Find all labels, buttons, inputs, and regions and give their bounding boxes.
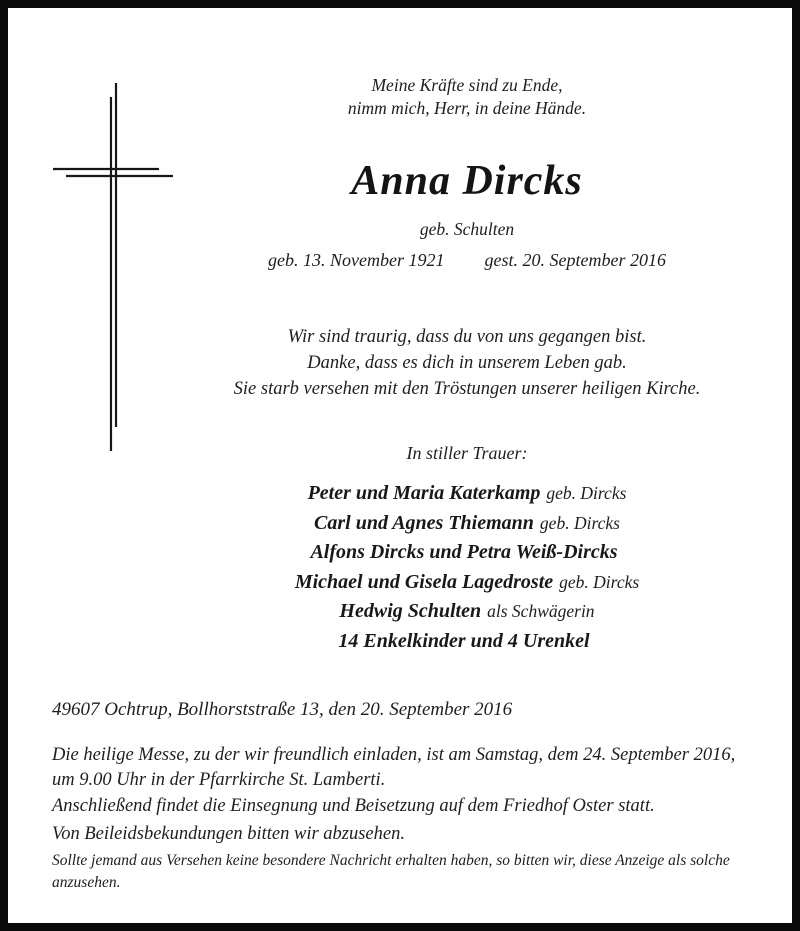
tribute-line: Danke, dass es dich in unserem Leben gab. — [307, 353, 627, 373]
epigraph — [134, 74, 800, 120]
mourner-row — [134, 479, 800, 509]
birth-date: geb. 13. November 1921 — [268, 250, 445, 270]
condolence-note: Von Beileidsbekundungen bitten wir abzusehen. — [52, 824, 405, 844]
mourner-suffix: geb. Dircks — [559, 571, 640, 592]
final-note: Sollte jemand aus Versehen keine besondere Nachricht erhalten haben, so bitten wir, diese Anzeige als solche anzusehen. — [52, 852, 730, 891]
epigraph-line: Meine Kräfte sind zu Ende, — [371, 75, 563, 95]
deceased-name: Anna Dircks — [351, 158, 583, 204]
mourner-names: Hedwig Schulten — [339, 600, 482, 622]
maiden-name: geb. Schulten — [419, 219, 515, 239]
mourner-names: Michael und Gisela Lagedroste — [294, 570, 554, 593]
tribute-line: Sie starb versehen mit den Tröstungen unserer heiligen Kirche. — [233, 379, 701, 399]
mourners-list — [134, 479, 800, 656]
mourner-suffix: geb. Dircks — [539, 512, 620, 533]
mourner-row — [134, 509, 800, 539]
burial-info: Anschließend findet die Einsegnung und Beisetzung auf dem Friedhof Oster statt. — [52, 796, 655, 816]
tribute-text — [134, 324, 800, 402]
mourner-row — [134, 627, 800, 657]
tribute-line: Wir sind traurig, dass du von uns gegangen bist. — [287, 327, 647, 347]
mourner-names: Alfons Dircks und Petra Weiß-Dircks — [310, 541, 618, 563]
mourner-names: 14 Enkelkinder und 4 Urenkel — [338, 629, 590, 652]
funeral-service-info: Die heilige Messe, zu der wir freundlich einladen, ist am Samstag, dem 24. September 2016, um 9.00 Uhr in der Pfarrkirche St. Lamberti. — [52, 745, 736, 790]
mourner-row — [134, 597, 800, 627]
mourner-names: Peter und Maria Katerkamp — [307, 482, 541, 504]
life-dates — [134, 248, 800, 272]
mourner-row — [134, 568, 800, 598]
mourner-suffix: geb. Dircks — [546, 483, 627, 503]
mourners-heading: In stiller Trauer: — [406, 443, 528, 463]
mourner-suffix: als Schwägerin — [487, 601, 595, 621]
mourner-row — [134, 538, 800, 568]
epigraph-line: nimm mich, Herr, in deine Hände. — [347, 98, 587, 118]
address-date-line: 49607 Ochtrup, Bollhorststraße 13, den 20. September 2016 — [52, 699, 513, 720]
mourner-names: Carl und Agnes Thiemann — [314, 511, 534, 534]
death-date: gest. 20. September 2016 — [484, 250, 666, 270]
